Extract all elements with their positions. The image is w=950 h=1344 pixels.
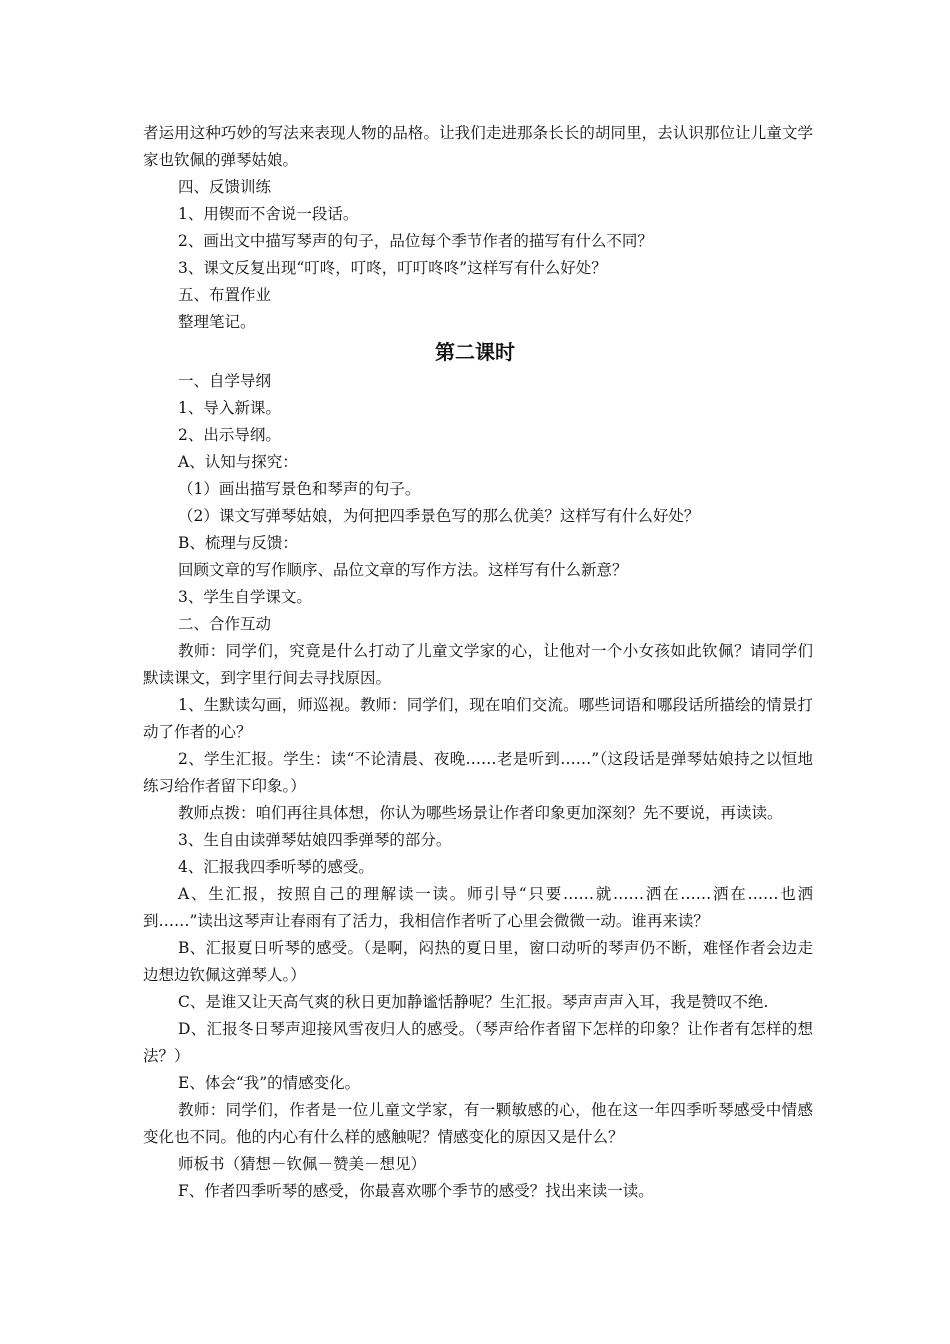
section-heading-cooperation: 二、合作互动 [178,615,272,633]
activity-1: 1、生默读勾画，师巡视。教师：同学们，现在咱们交流。哪些词语和哪段话所描绘的情景打动了作者的心？ [143,696,813,741]
homework-text: 整理笔记。 [178,313,256,331]
step-1: 1、导入新课。 [178,399,281,417]
step-3: 3、学生自学课文。 [178,588,312,606]
exercise-item-3: 3、课文反复出现“叮咚，叮咚，叮叮咚咚”这样写有什么好处？ [178,259,607,277]
section-heading-homework: 五、布置作业 [178,286,272,304]
teacher-paragraph-3: 教师：同学们，作者是一位儿童文学家，有一颗敏感的心，他在这一年四季听琴感受中情感变化也不同。他的内心有什么样的感触呢？情感变化的原因又是什么？ [143,1101,813,1146]
activity-2: 2、学生汇报。学生：读“不论清晨、夜晚……老是听到……”（这段话是弹琴姑娘持之以恒地练习给作者留下印象。） [143,750,813,795]
question-a1: （1）画出描写景色和琴声的句子。 [178,480,421,498]
activity-3: 3、生自由读弹琴姑娘四季弹琴的部分。 [178,831,452,849]
subheading-a: A、认知与探究： [178,453,298,471]
subheading-b: B、梳理与反馈： [178,534,298,552]
section-heading-self-study: 一、自学导纲 [178,372,272,390]
report-b: B、汇报夏日听琴的感受。（是啊，闷热的夏日里，窗口动听的琴声仍不断，难怪作者会边走边想边钦佩这弹琴人。） [143,939,813,984]
report-a: A、生汇报，按照自己的理解读一读。师引导“只要……就……洒在……洒在……也洒到……”读出这琴声让春雨有了活力，我相信作者听了心里会微微一动。谁再来读？ [143,885,813,930]
report-d: D、汇报冬日琴声迎接风雪夜归人的感受。（琴声给作者留下怎样的印象？让作者有怎样的想法？） [143,1020,813,1065]
section-heading-feedback: 四、反馈训练 [178,178,272,196]
intro-paragraph: 者运用这种巧妙的写法来表现人物的品格。让我们走进那条长长的胡同里，去认识那位让儿童文学家也钦佩的弹琴姑娘。 [143,124,813,169]
question-a2: （2）课文写弹琴姑娘，为何把四季景色写的那么优美？这样写有什么好处？ [178,507,700,525]
lesson-title: 第二课时 [435,340,515,364]
report-c: C、是谁又让天高气爽的秋日更加静谧恬静呢？生汇报。琴声声声入耳，我是赞叹不绝. [178,993,769,1011]
teacher-paragraph-1: 教师：同学们，究竟是什么打动了儿童文学家的心，让他对一个小女孩如此钦佩？请同学们默读课文，到字里行间去寻找原因。 [143,642,813,687]
report-f: F、作者四季听琴的感受，你最喜欢哪个季节的感受？找出来读一读。 [178,1182,654,1200]
question-b1: 回顾文章的写作顺序、品位文章的写作方法。这样写有什么新意？ [178,561,628,579]
teacher-paragraph-2: 教师点拨：咱们再往具体想，你认为哪些场景让作者印象更加深刻？先不要说，再读读。 [178,804,783,822]
exercise-item-1: 1、用锲而不舍说一段话。 [178,205,359,223]
activity-4: 4、汇报我四季听琴的感受。 [178,858,374,876]
board-writing: 师板书（猜想－钦佩－赞美－想见） [178,1155,427,1173]
report-e: E、体会“我”的情感变化。 [178,1074,361,1092]
step-2: 2、出示导纲。 [178,426,281,444]
exercise-item-2: 2、画出文中描写琴声的句子，品位每个季节作者的描写有什么不同？ [178,232,653,250]
